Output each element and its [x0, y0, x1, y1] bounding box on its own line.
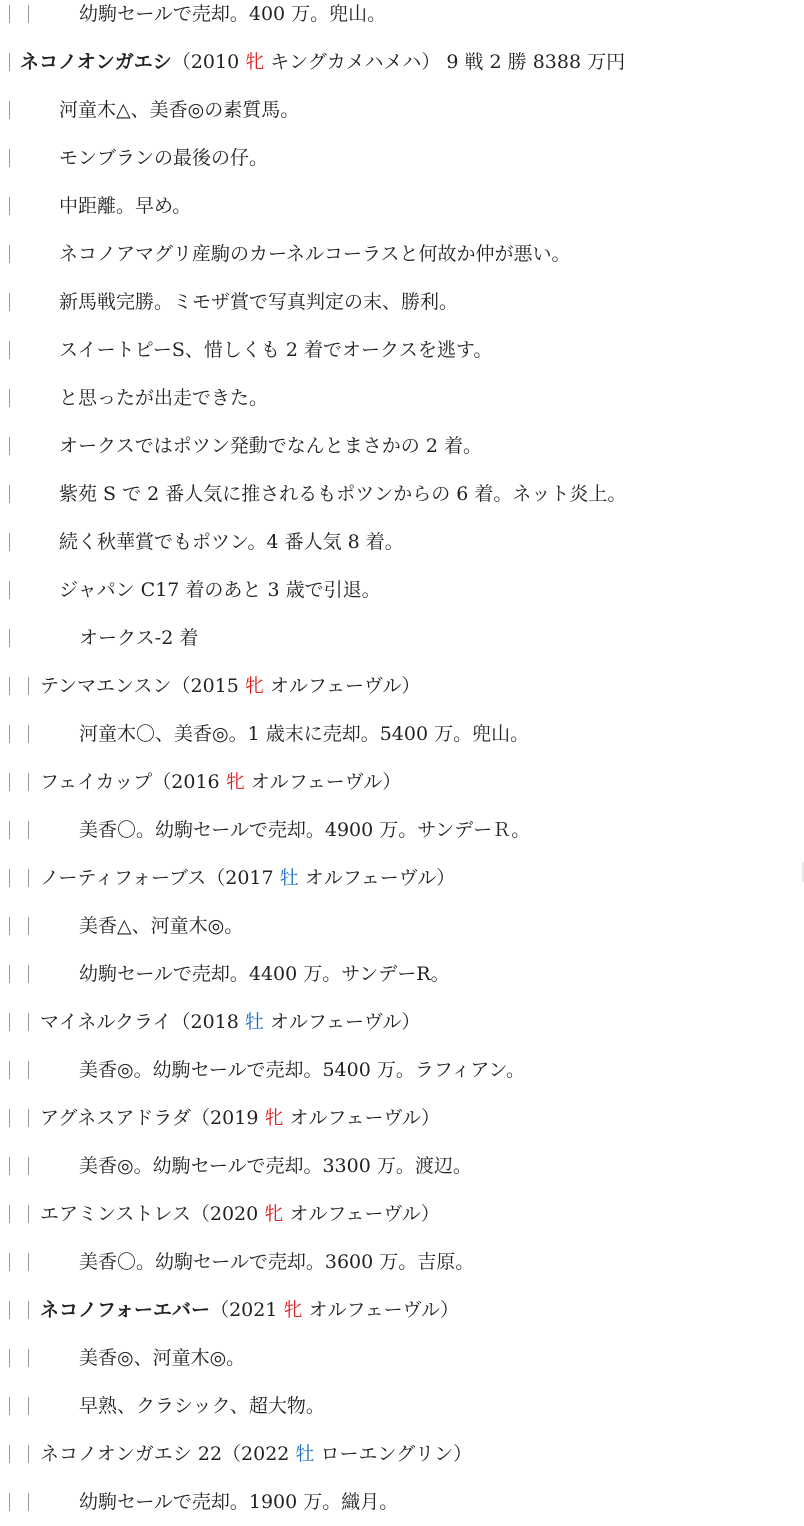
line-text: [59, 278, 458, 326]
outline-guide-bar: [9, 1157, 10, 1175]
text-segment: アグネスアドラダ（2019: [40, 1107, 265, 1129]
female-mark: 牝: [225, 771, 245, 793]
female-mark: 牝: [244, 675, 264, 697]
outline-line: [0, 758, 804, 806]
outline-guide-bar: [9, 53, 10, 71]
text-segment: 幼駒セールで売却。400 万。兜山。: [79, 3, 387, 25]
male-mark: 牡: [244, 1011, 264, 1033]
text-segment: 美香◎、河童木◎。: [79, 1347, 246, 1369]
text-segment: モンブランの最後の仔。: [59, 147, 269, 169]
text-segment: と思ったが出走できた。: [59, 387, 269, 409]
outline-guide-bar: [9, 965, 10, 983]
outline-line: [0, 1190, 804, 1238]
outline-guide-bar: [28, 1349, 29, 1367]
outline-guide-bar: [28, 1061, 29, 1079]
outline-guide-bar: [28, 965, 29, 983]
outline-guide-bar: [28, 1013, 29, 1031]
outline-guide-bar: [9, 149, 10, 167]
line-text: [40, 854, 455, 902]
female-mark: 牝: [245, 51, 265, 73]
text-segment: 新馬戦完勝。ミモザ賞で写真判定の末、勝利。: [59, 291, 459, 313]
text-segment: フェイカップ（2016: [40, 771, 226, 793]
outline-guide-bar: [9, 5, 10, 23]
horse-name: ネコノフォーエバー: [40, 1299, 211, 1321]
outline-line: [0, 854, 804, 902]
outline-line: [0, 1334, 804, 1382]
outline-guide-bar: [9, 1109, 10, 1127]
outline-guide-bar: [28, 821, 29, 839]
outline-guide-bar: [9, 1253, 10, 1271]
outline-guide-bar: [28, 5, 29, 23]
line-text: [59, 230, 570, 278]
outline-line: [0, 950, 804, 998]
outline-guide-bar: [28, 917, 29, 935]
text-segment: オルフェーヴル）: [283, 1107, 440, 1129]
outline-line: [0, 806, 804, 854]
line-text: [59, 470, 626, 518]
line-text: [59, 134, 268, 182]
outline-guide-bar: [9, 725, 10, 743]
line-text: [79, 902, 243, 950]
outline-line: [0, 230, 804, 278]
outline-guide-bar: [9, 293, 10, 311]
male-mark: 牡: [279, 867, 299, 889]
line-text: [79, 806, 530, 854]
outline-guide-bar: [9, 485, 10, 503]
outline-line: [0, 1046, 804, 1094]
outline-guide-bar: [28, 1205, 29, 1223]
outline-line: [0, 1142, 804, 1190]
outline-guide-bar: [9, 245, 10, 263]
outline-guide-bar: [9, 677, 10, 695]
text-segment: オルフェーヴル）: [263, 675, 421, 697]
text-segment: オルフェーヴル）: [263, 1011, 421, 1033]
outline-line: [0, 1286, 804, 1334]
outline-line: [0, 614, 804, 662]
outline-guide-bar: [9, 821, 10, 839]
line-text: [59, 422, 482, 470]
line-text: [79, 1382, 325, 1430]
text-segment: 早熟、クラシック、超大物。: [79, 1395, 325, 1417]
text-segment: 美香〇。幼駒セールで売却。3600 万。吉原。: [79, 1251, 475, 1273]
female-mark: 牝: [264, 1203, 284, 1225]
text-segment: オークス-2 着: [79, 627, 199, 649]
line-text: [40, 1430, 472, 1478]
outline-guide-bar: [28, 1445, 29, 1463]
outline-line: [0, 278, 804, 326]
outline-guide-bar: [9, 1013, 10, 1031]
line-text: [20, 38, 625, 86]
male-mark: 牡: [295, 1443, 315, 1465]
text-segment: 美香〇。幼駒セールで売却。4900 万。サンデーＲ。: [79, 819, 531, 841]
outline-line: [0, 518, 804, 566]
line-text: [40, 758, 401, 806]
text-segment: 河童木〇、美香◎。1 歳末に売却。5400 万。兜山。: [79, 723, 530, 745]
line-text: [79, 950, 450, 998]
line-text: [59, 326, 492, 374]
line-text: [40, 1094, 440, 1142]
line-text: [59, 374, 268, 422]
outline-guide-bar: [9, 197, 10, 215]
text-segment: オークスではポツン発動でなんとまさかの 2 着。: [59, 435, 482, 457]
outline-guide-bar: [28, 773, 29, 791]
outline-line: [0, 374, 804, 422]
outline-guide-bar: [28, 869, 29, 887]
text-segment: オルフェーヴル）: [302, 1299, 460, 1321]
text-segment: ネコノアマグリ産駒のカーネルコーラスと何故か仲が悪い。: [59, 243, 571, 265]
outline-line: [0, 710, 804, 758]
outline-guide-bar: [9, 629, 10, 647]
text-segment: エアミンストレス（2020: [40, 1203, 265, 1225]
text-segment: 幼駒セールで売却。1900 万。織月。: [79, 1491, 399, 1513]
outline-guide-bar: [28, 677, 29, 695]
line-text: [79, 614, 198, 662]
outline-line: [0, 182, 804, 230]
outline-line: [0, 326, 804, 374]
outline-guide-bar: [28, 1397, 29, 1415]
female-mark: 牝: [283, 1299, 303, 1321]
outline-guide-bar: [9, 1445, 10, 1463]
line-text: [40, 1190, 440, 1238]
text-segment: 美香◎。幼駒セールで売却。3300 万。渡辺。: [79, 1155, 472, 1177]
text-segment: ノーティフォーブス（2017: [40, 867, 280, 889]
text-segment: テンマエンスン（2015: [40, 675, 245, 697]
outline-line: [0, 998, 804, 1046]
text-segment: （2021: [210, 1299, 284, 1321]
outline-guide-bar: [9, 773, 10, 791]
text-segment: ネコノオンガエシ 22（2022: [40, 1443, 296, 1465]
text-segment: （2010: [171, 51, 246, 73]
outline-guide-bar: [28, 725, 29, 743]
line-text: [79, 1046, 525, 1094]
text-segment: オルフェーヴル）: [244, 771, 402, 793]
outline-guide-bar: [9, 437, 10, 455]
outline-line: [0, 1430, 804, 1478]
outline-line: [0, 0, 804, 38]
outline-line: [0, 1094, 804, 1142]
text-segment: 幼駒セールで売却。4400 万。サンデーR。: [79, 963, 450, 985]
outline-guide-bar: [9, 1061, 10, 1079]
text-segment: マイネルクライ（2018: [40, 1011, 245, 1033]
line-text: [59, 182, 191, 230]
horse-name: ネコノオンガエシ: [20, 51, 172, 73]
outline-line: [0, 1382, 804, 1430]
outline-guide-bar: [9, 389, 10, 407]
text-segment: 美香△、河童木◎。: [79, 915, 244, 937]
text-segment: 美香◎。幼駒セールで売却。5400 万。ラフィアン。: [79, 1059, 526, 1081]
outline-line: [0, 470, 804, 518]
text-segment: 続く秋華賞でもポツン。4 番人気 8 着。: [59, 531, 404, 553]
female-mark: 牝: [264, 1107, 284, 1129]
line-text: [79, 0, 386, 38]
text-segment: スイートピーS、惜しくも 2 着でオークスを逃す。: [59, 339, 493, 361]
line-text: [59, 86, 299, 134]
outline-guide-bar: [9, 341, 10, 359]
outline-guide-bar: [9, 917, 10, 935]
outline-line: [0, 1478, 804, 1526]
outline-guide-bar: [28, 1109, 29, 1127]
outline-guide-bar: [9, 1301, 10, 1319]
line-text: [79, 1238, 474, 1286]
text-segment: キングカメハメハ） 9 戦 2 勝 8388 万円: [264, 51, 626, 73]
outline-guide-bar: [9, 1397, 10, 1415]
text-segment: ジャパン C17 着のあと 3 歳で引退。: [59, 579, 381, 601]
outline-guide-bar: [28, 1493, 29, 1511]
outline-line: [0, 422, 804, 470]
outline-line: [0, 1238, 804, 1286]
line-text: [79, 710, 529, 758]
outline-guide-bar: [9, 869, 10, 887]
outline-line: [0, 38, 804, 86]
outline-guide-bar: [9, 1493, 10, 1511]
outline-guide-bar: [28, 1301, 29, 1319]
outline-guide-bar: [9, 1205, 10, 1223]
outline-line: [0, 86, 804, 134]
text-segment: 中距離。早め。: [59, 195, 192, 217]
text-segment: オルフェーヴル）: [298, 867, 456, 889]
line-text: [79, 1334, 245, 1382]
outline-guide-bar: [9, 1349, 10, 1367]
text-segment: オルフェーヴル）: [283, 1203, 440, 1225]
outline-guide-bar: [9, 533, 10, 551]
outline-line: [0, 662, 804, 710]
text-segment: ローエングリン）: [314, 1443, 473, 1465]
line-text: [40, 1286, 459, 1334]
line-text: [40, 662, 420, 710]
outline-guide-bar: [28, 1157, 29, 1175]
line-text: [40, 998, 420, 1046]
outline-line: [0, 134, 804, 182]
line-text: [59, 518, 404, 566]
outline-guide-bar: [9, 101, 10, 119]
outline-line: [0, 902, 804, 950]
line-text: [59, 566, 381, 614]
line-text: [79, 1142, 472, 1190]
text-segment: 河童木△、美香◎の素質馬。: [59, 99, 300, 121]
outline-guide-bar: [9, 581, 10, 599]
text-segment: 紫苑 S で 2 番人気に推されるもポツンからの 6 着。ネット炎上。: [59, 483, 627, 505]
line-text: [79, 1478, 398, 1526]
outline-line: [0, 566, 804, 614]
outline-guide-bar: [28, 1253, 29, 1271]
